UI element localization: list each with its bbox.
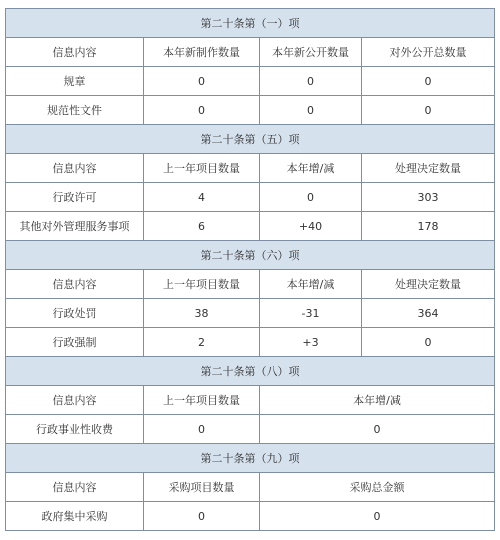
- cell-value: 0: [260, 96, 362, 125]
- row-label: 其他对外管理服务事项: [6, 212, 144, 241]
- cell-value: 0: [362, 328, 495, 357]
- table-row: [6, 183, 495, 212]
- section-title-row: [6, 444, 495, 473]
- header-row: [6, 154, 495, 183]
- cell-value: 0: [144, 502, 260, 531]
- section-title-row: [6, 9, 495, 38]
- cell-value: 38: [144, 299, 260, 328]
- cell-value: 0: [260, 415, 495, 444]
- cell-value: 0: [362, 67, 495, 96]
- cell-value: 303: [362, 183, 495, 212]
- table-row: [6, 212, 495, 241]
- row-label: 行政许可: [6, 183, 144, 212]
- section-title: 第二十条第（五）项: [6, 125, 495, 154]
- table-row: [6, 502, 495, 531]
- header-cell: 本年增/减: [260, 270, 362, 299]
- cell-value: 0: [260, 67, 362, 96]
- header-cell: 信息内容: [6, 473, 144, 502]
- cell-value: 4: [144, 183, 260, 212]
- section-title: 第二十条第（八）项: [6, 357, 495, 386]
- table-row: [6, 67, 495, 96]
- header-cell: 信息内容: [6, 38, 144, 67]
- header-cell: 处理决定数量: [362, 270, 495, 299]
- table-row: [6, 96, 495, 125]
- section-title-row: [6, 125, 495, 154]
- cell-value: 0: [260, 502, 495, 531]
- table-row: [6, 299, 495, 328]
- header-cell: 本年新制作数量: [144, 38, 260, 67]
- disclosure-table: [5, 8, 495, 531]
- cell-value: 0: [362, 96, 495, 125]
- header-cell: 本年增/减: [260, 154, 362, 183]
- cell-value: +40: [260, 212, 362, 241]
- section-title: 第二十条第（九）项: [6, 444, 495, 473]
- header-row: [6, 386, 495, 415]
- row-label: 行政处罚: [6, 299, 144, 328]
- section-title-row: [6, 357, 495, 386]
- header-cell: 本年增/减: [260, 386, 495, 415]
- header-cell: 上一年项目数量: [144, 154, 260, 183]
- header-cell: 采购项目数量: [144, 473, 260, 502]
- cell-value: 0: [144, 415, 260, 444]
- row-label: 行政事业性收费: [6, 415, 144, 444]
- row-label: 行政强制: [6, 328, 144, 357]
- cell-value: +3: [260, 328, 362, 357]
- row-label: 政府集中采购: [6, 502, 144, 531]
- section-title: 第二十条第（一）项: [6, 9, 495, 38]
- cell-value: 2: [144, 328, 260, 357]
- header-cell: 本年新公开数量: [260, 38, 362, 67]
- section-title: 第二十条第（六）项: [6, 241, 495, 270]
- section-title-row: [6, 241, 495, 270]
- cell-value: -31: [260, 299, 362, 328]
- header-cell: 上一年项目数量: [144, 270, 260, 299]
- row-label: 规章: [6, 67, 144, 96]
- header-cell: 信息内容: [6, 270, 144, 299]
- header-row: [6, 38, 495, 67]
- header-row: [6, 270, 495, 299]
- disclosure-table-container: [5, 8, 494, 531]
- cell-value: 0: [260, 183, 362, 212]
- header-row: [6, 473, 495, 502]
- header-cell: 对外公开总数量: [362, 38, 495, 67]
- cell-value: 6: [144, 212, 260, 241]
- table-row: [6, 328, 495, 357]
- cell-value: 0: [144, 67, 260, 96]
- cell-value: 0: [144, 96, 260, 125]
- row-label: 规范性文件: [6, 96, 144, 125]
- header-cell: 信息内容: [6, 154, 144, 183]
- header-cell: 信息内容: [6, 386, 144, 415]
- table-row: [6, 415, 495, 444]
- header-cell: 上一年项目数量: [144, 386, 260, 415]
- cell-value: 364: [362, 299, 495, 328]
- header-cell: 处理决定数量: [362, 154, 495, 183]
- cell-value: 178: [362, 212, 495, 241]
- header-cell: 采购总金额: [260, 473, 495, 502]
